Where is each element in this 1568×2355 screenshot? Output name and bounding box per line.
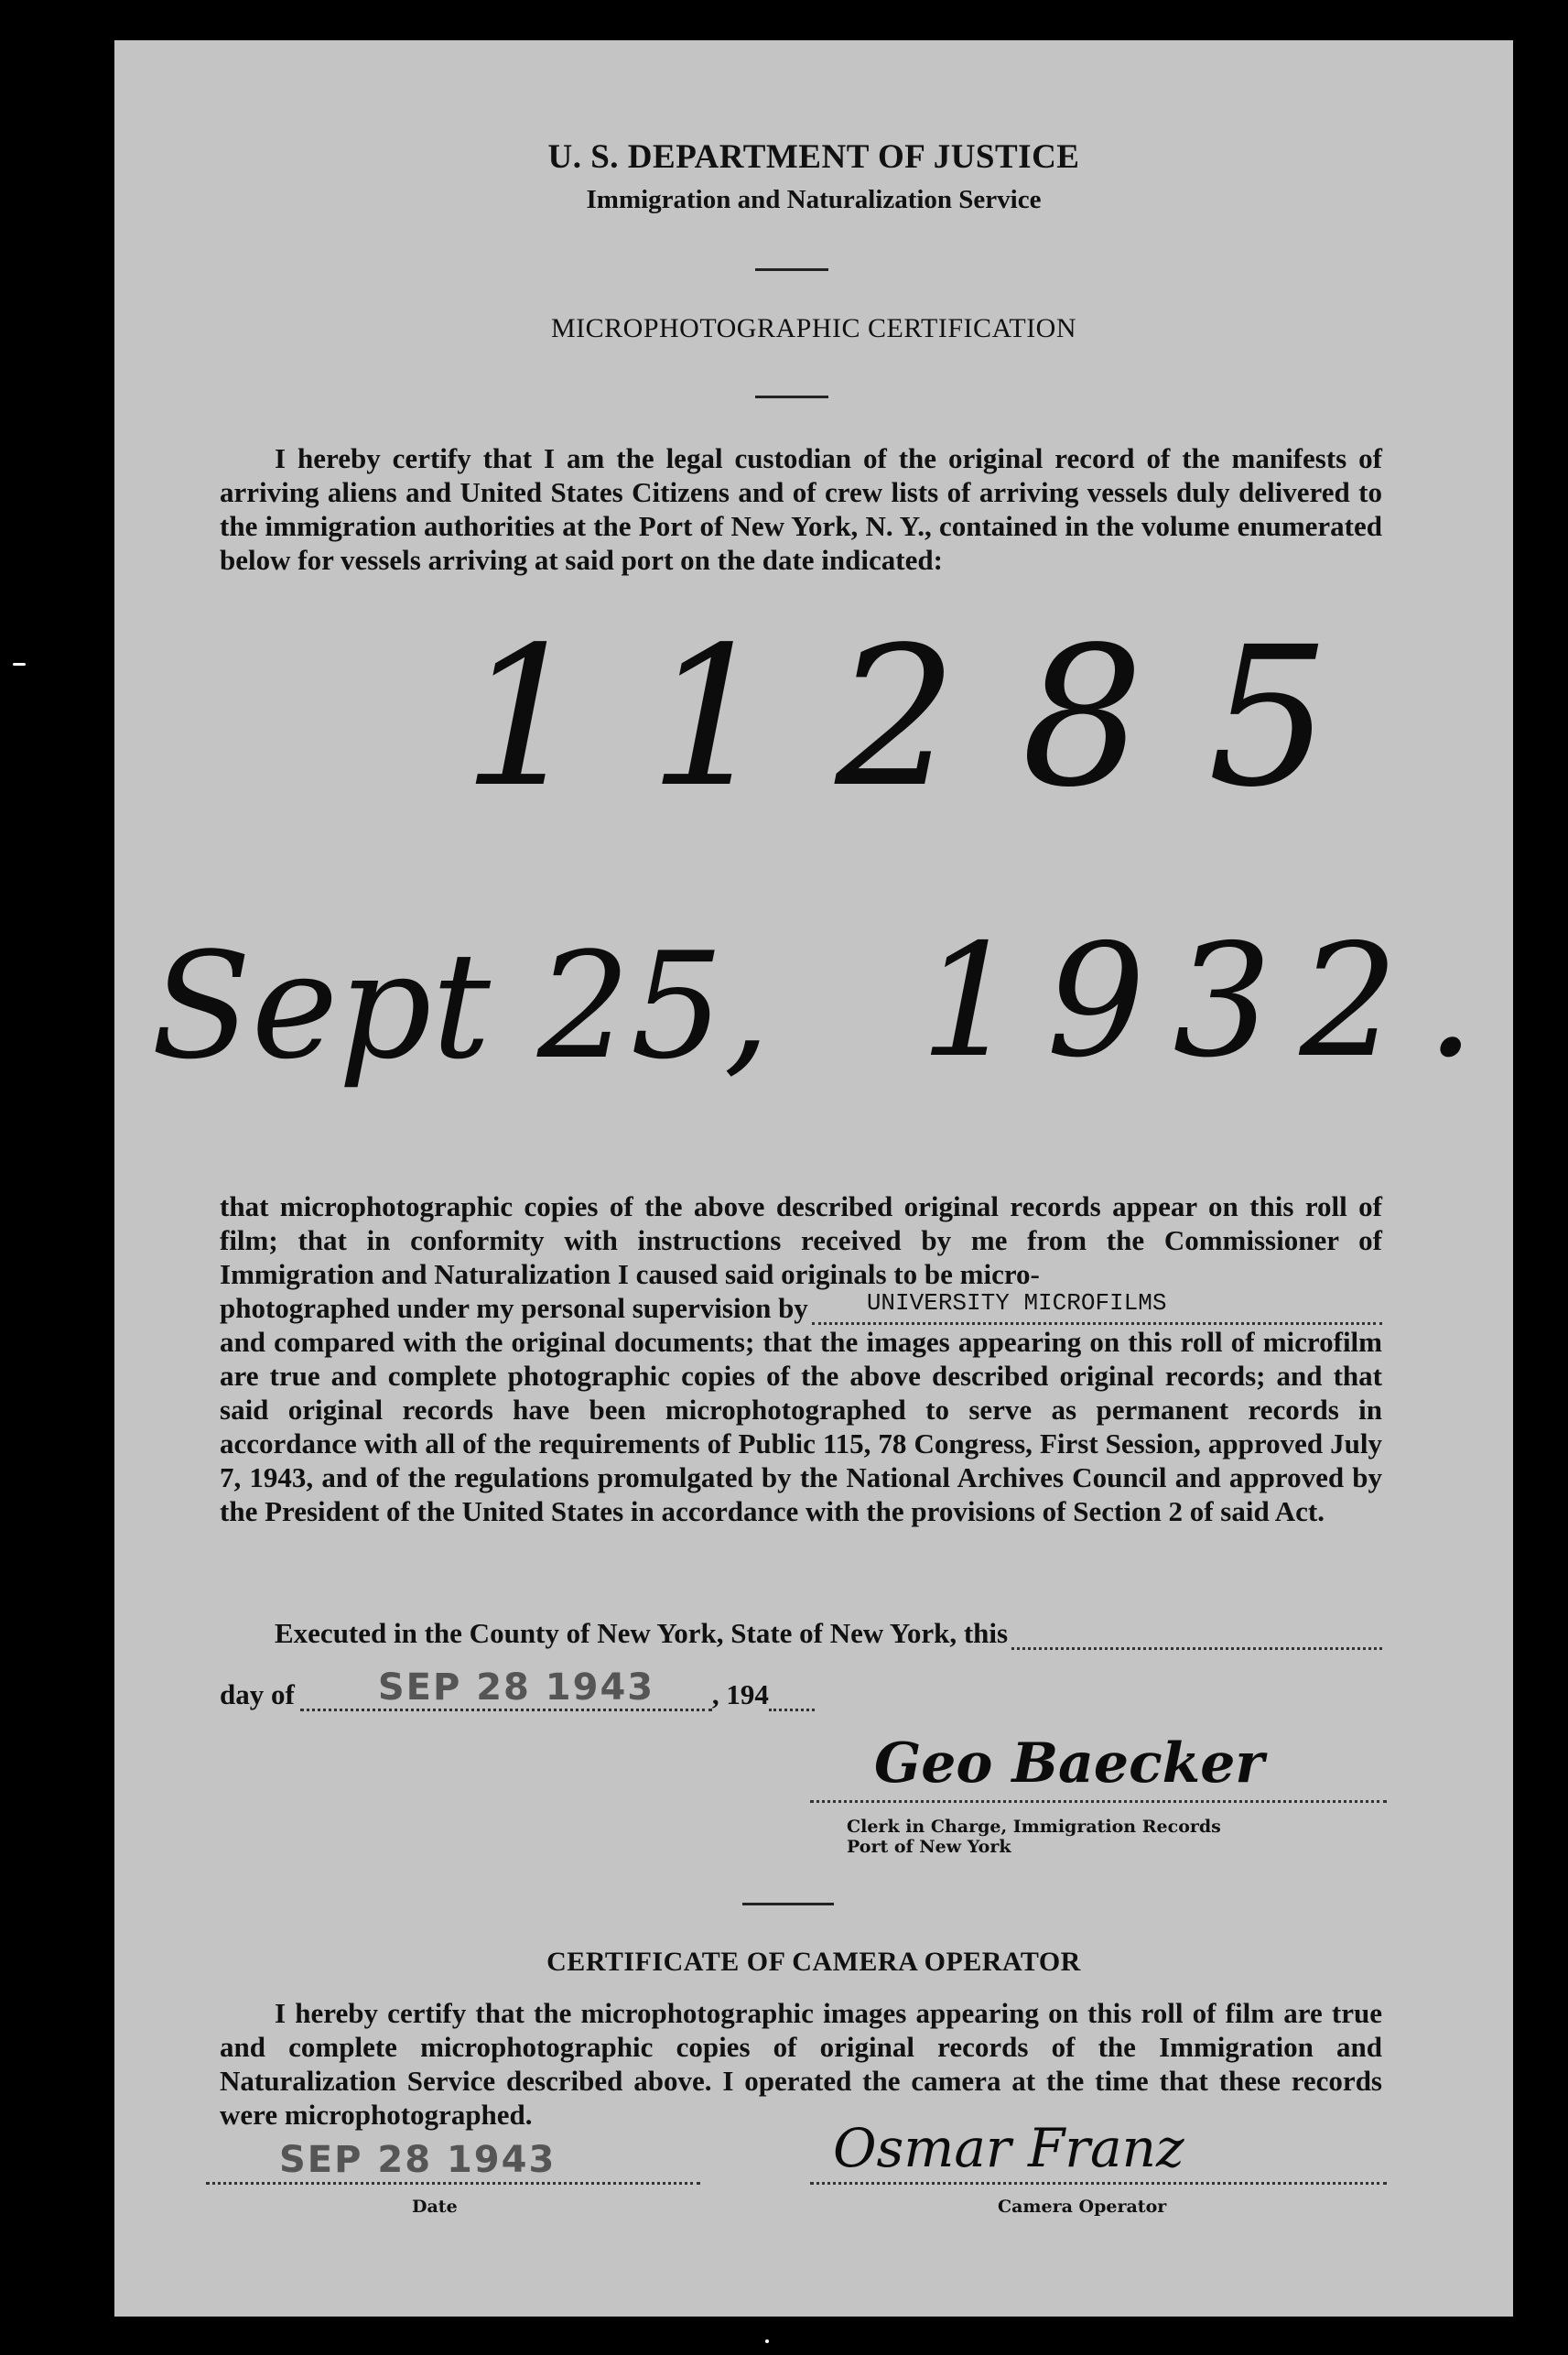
executed-line: [275, 1617, 1382, 1650]
clerk-title-line-1: Clerk in Charge, Immigration Records: [847, 1817, 1221, 1837]
clerk-title-line-2: Port of New York: [847, 1837, 1011, 1857]
clerk-title: [847, 1817, 1221, 1857]
camera-date-line: [206, 2182, 700, 2185]
day-of-line: [220, 1666, 815, 1711]
executed-fill-line: [1011, 1623, 1382, 1650]
handwritten-date-year: 1932.: [920, 911, 1503, 1092]
department-heading: U. S. DEPARTMENT OF JUSTICE: [547, 138, 1080, 176]
camera-certificate-paragraph: [220, 1996, 1382, 2132]
supervision-line: [220, 1291, 1382, 1325]
certificate-page: [114, 40, 1513, 2317]
clerk-signature-line: [810, 1800, 1387, 1803]
handwritten-volume-number: 11285: [462, 605, 1395, 830]
camera-certificate-title: CERTIFICATE OF CAMERA OPERATOR: [546, 1947, 1081, 1977]
intro-paragraph: [220, 441, 1382, 577]
intro-text: I hereby certify that I am the legal custodian of the original record of the manifests of arriving aliens and United States Citizens and of crew lists of arriving vessels duly delivered to the immigration authorities at the Port of New York, N. Y., contained in the volume enumerated below for vessels arriving at said port on the date indicated:: [220, 442, 1382, 576]
operator-signature-line: [810, 2182, 1387, 2185]
service-subheading: Immigration and Naturalization Service: [586, 185, 1042, 214]
film-edge-mark: [13, 663, 26, 666]
operator-signature: Osmar Franz: [833, 2117, 1184, 2179]
camera-date-stamp: SEP 28 1943: [279, 2139, 557, 2181]
year-label: , 194: [711, 1678, 769, 1710]
certification-title: MICROPHOTOGRAPHIC CERTIFICATION: [550, 313, 1077, 343]
divider: [755, 268, 828, 271]
day-of-fill-line: [300, 1666, 712, 1711]
divider: [742, 1903, 834, 1905]
camera-date-area: [206, 2137, 700, 2185]
handwritten-date-month-day: Sept 25,: [151, 920, 771, 1091]
body-text-start: that microphotographic copies of the above described original records appear on this roll of film; that in conformity with instructions received by me from the Commissioner of Immigration and Naturalization I caused said originals to be micro-: [220, 1190, 1382, 1290]
operator-signature-area: [810, 2119, 1387, 2185]
film-edge-mark: [765, 2339, 769, 2343]
day-of-date-stamp: SEP 28 1943: [377, 1666, 655, 1709]
divider: [755, 396, 828, 398]
clerk-signature-area: [810, 1731, 1387, 1803]
supervisor-typed-name: UNIVERSITY MICROFILMS: [866, 1289, 1167, 1317]
supervision-label: photographed under my personal supervision by: [220, 1292, 808, 1324]
executed-label: Executed in the County of New York, State of New York, this: [275, 1617, 1009, 1649]
body-paragraph: [220, 1189, 1382, 1528]
year-fill-line: [769, 1685, 815, 1711]
clerk-signature: Geo Baecker: [874, 1731, 1264, 1796]
camera-certificate-text: I hereby certify that the microphotographic images appearing on this roll of film are true and complete microphotographic copies of original records of the Immigration and Naturalization Service described above. I operated the camera at the time that these records were microphotographed.: [220, 1997, 1382, 2131]
body-text-end: and compared with the original documents; that the images appearing on this roll of microfilm are true and complete photographic copies of the above described original records; and that said original records have been microphotographed to serve as permanent records in accordance with all of the requirements of Public 115, 78 Congress, First Session, approved July 7, 1943, and of the regulations promulgated by the National Archives Council and approved by the President of the United States in accordance with the provisions of Section 2 of said Act.: [220, 1326, 1382, 1527]
operator-label: Camera Operator: [998, 2197, 1167, 2217]
supervision-fill-line: [812, 1289, 1382, 1325]
camera-date-label: Date: [412, 2197, 458, 2217]
day-of-label: day of: [220, 1678, 295, 1710]
